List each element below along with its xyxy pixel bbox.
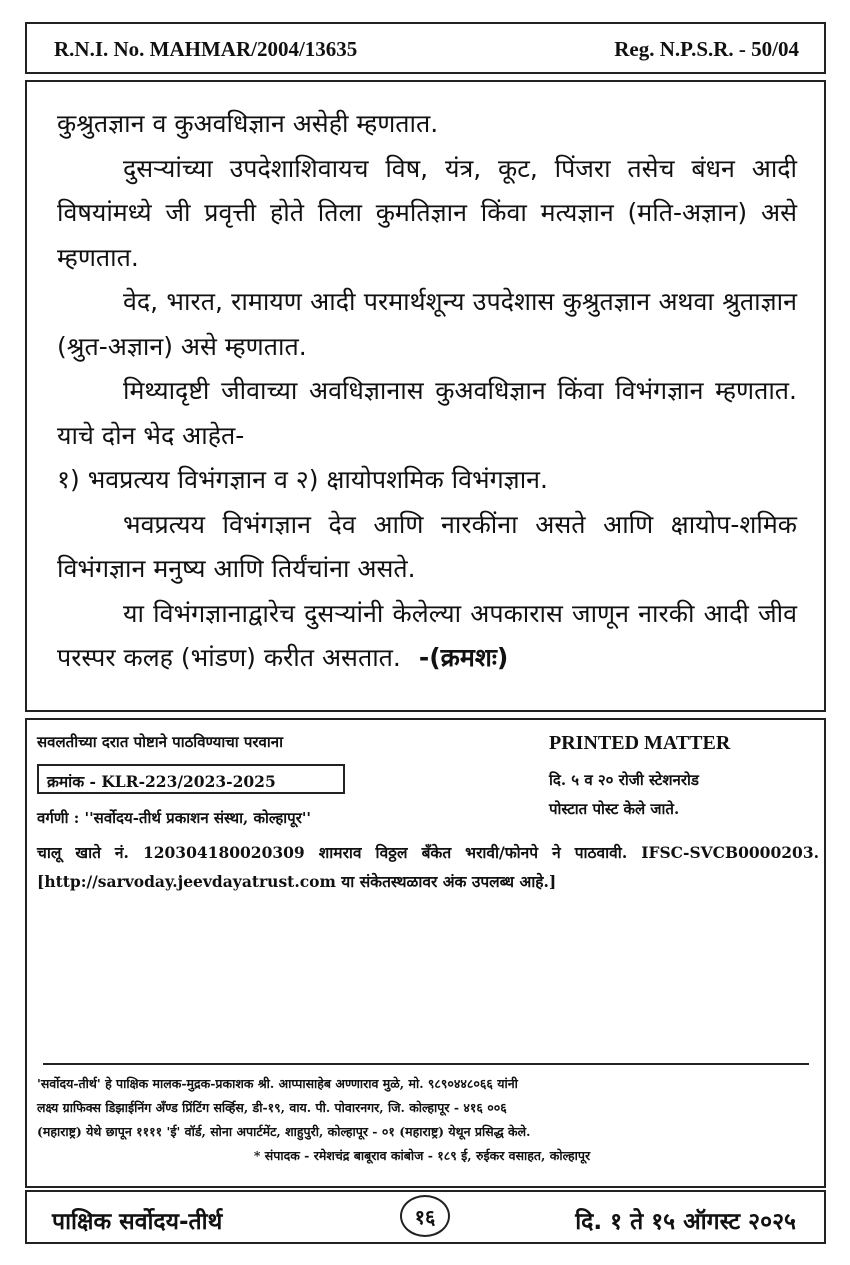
rni-number: R.N.I. No. MAHMAR/2004/13635 bbox=[54, 37, 358, 61]
paragraph-4: मिथ्यादृष्टी जीवाच्या अवधिज्ञानास कुअवधिज्ञान किंवा विभंगज्ञान म्हणतात. याचे दोन भेद आहेत- bbox=[57, 376, 797, 450]
paragraph-7-text: या विभंगज्ञानाद्वारेच दुसऱ्यांनी केलेल्या अपकारास जाणून नारकी आदी जीव परस्पर कलह (भांडण) करीत असतात. bbox=[57, 598, 797, 672]
printed-matter-label: PRINTED MATTER bbox=[549, 732, 731, 754]
article-body bbox=[57, 102, 797, 681]
divider bbox=[43, 1063, 809, 1065]
footer-bar bbox=[25, 1190, 826, 1244]
paragraph-6: भवप्रत्यय विभंगज्ञान देव आणि नारकींना असते आणि क्षायोप-शमिक विभंगज्ञान मनुष्य आणि तिर्यंचांना असते. bbox=[57, 509, 797, 583]
issue-date: दि. १ ते १५ ऑगस्ट २०२५ bbox=[575, 1209, 796, 1235]
registration-number: Reg. N.P.S.R. - 50/04 bbox=[614, 37, 799, 61]
article-box bbox=[25, 80, 826, 712]
subscription-payee: वर्गणी : ''सर्वोदय-तीर्थ प्रकाशन संस्था, कोल्हापूर'' bbox=[37, 809, 312, 827]
imprint-line-3: (महाराष्ट्र) येथे छापून ११११ 'ई' वॉर्ड, सोना अपार्टमेंट, शाहुपुरी, कोल्हापूर - ०१ (महाराष्ट्र) येथून प्रसिद्ध केले. bbox=[37, 1124, 531, 1139]
masthead-bar bbox=[25, 22, 826, 74]
posting-note-line2: पोस्टात पोस्ट केले जाते. bbox=[549, 800, 680, 818]
postal-info-box bbox=[25, 718, 826, 1188]
postal-permit: सवलतीच्या दरात पोष्टाने पाठविण्याचा परवाना bbox=[37, 733, 283, 751]
imprint-block bbox=[37, 1072, 807, 1168]
page-number: १६ bbox=[400, 1195, 450, 1237]
paragraph-2: दुसऱ्यांच्या उपदेशाशिवायच विष, यंत्र, कूट, पिंजरा तसेच बंधन आदी विषयांमध्ये जी प्रवृत्ती होते तिला कुमतिज्ञान किंवा मत्यज्ञान (मति-अज्ञान) असे म्हणतात. bbox=[57, 153, 797, 272]
paragraph-7 bbox=[57, 592, 797, 681]
license-number-box bbox=[37, 764, 345, 794]
paragraph-5: १) भवप्रत्यय विभंगज्ञान व २) क्षायोपशमिक विभंगज्ञान. bbox=[57, 465, 548, 494]
bank-account-info: चालू खाते नं. 120304180020309 शामराव विठ्ठल बँकेत भरावी/फोनपे ने पाठवावी. IFSC-SVCB0000203. [http://sarvoday.jeevdayatrust.com या संकेतस्थळावर अंक उपलब्ध आहे.] bbox=[37, 843, 819, 891]
posting-note-line1: दि. ५ व २० रोजी स्टेशनरोड bbox=[549, 771, 699, 789]
imprint-line-2: लक्ष्य ग्राफिक्स डिझाईनिंग अँण्ड प्रिंटिंग सर्व्हिस, डी-१९, वाय. पी. पोवारनगर, जि. कोल्हापूर - ४१६ ००६ bbox=[37, 1100, 507, 1115]
editor-line: * संपादक - रमेशचंद्र बाबूराव कांबोज - १८९ ई, रुईकर वसाहत, कोल्हापूर bbox=[253, 1148, 591, 1163]
continued-mark: -(क्रमशः) bbox=[418, 643, 509, 672]
paragraph-3: वेद, भारत, रामायण आदी परमार्थशून्य उपदेशास कुश्रुतज्ञान अथवा श्रुताज्ञान (श्रुत-अज्ञान) असे म्हणतात. bbox=[57, 287, 797, 361]
publication-title: पाक्षिक सर्वोदय-तीर्थ bbox=[52, 1209, 223, 1235]
paragraph-1: कुश्रुतज्ञान व कुअवधिज्ञान असेही म्हणतात. bbox=[57, 109, 439, 138]
license-number: क्रमांक - KLR-223/2023-2025 bbox=[47, 772, 276, 791]
imprint-line-1: 'सर्वोदय-तीर्थ' हे पाक्षिक मालक-मुद्रक-प्रकाशक श्री. आप्पासाहेब अण्णाराव मुळे, मो. ९८९०४४८०६६ यांनी bbox=[37, 1076, 518, 1091]
